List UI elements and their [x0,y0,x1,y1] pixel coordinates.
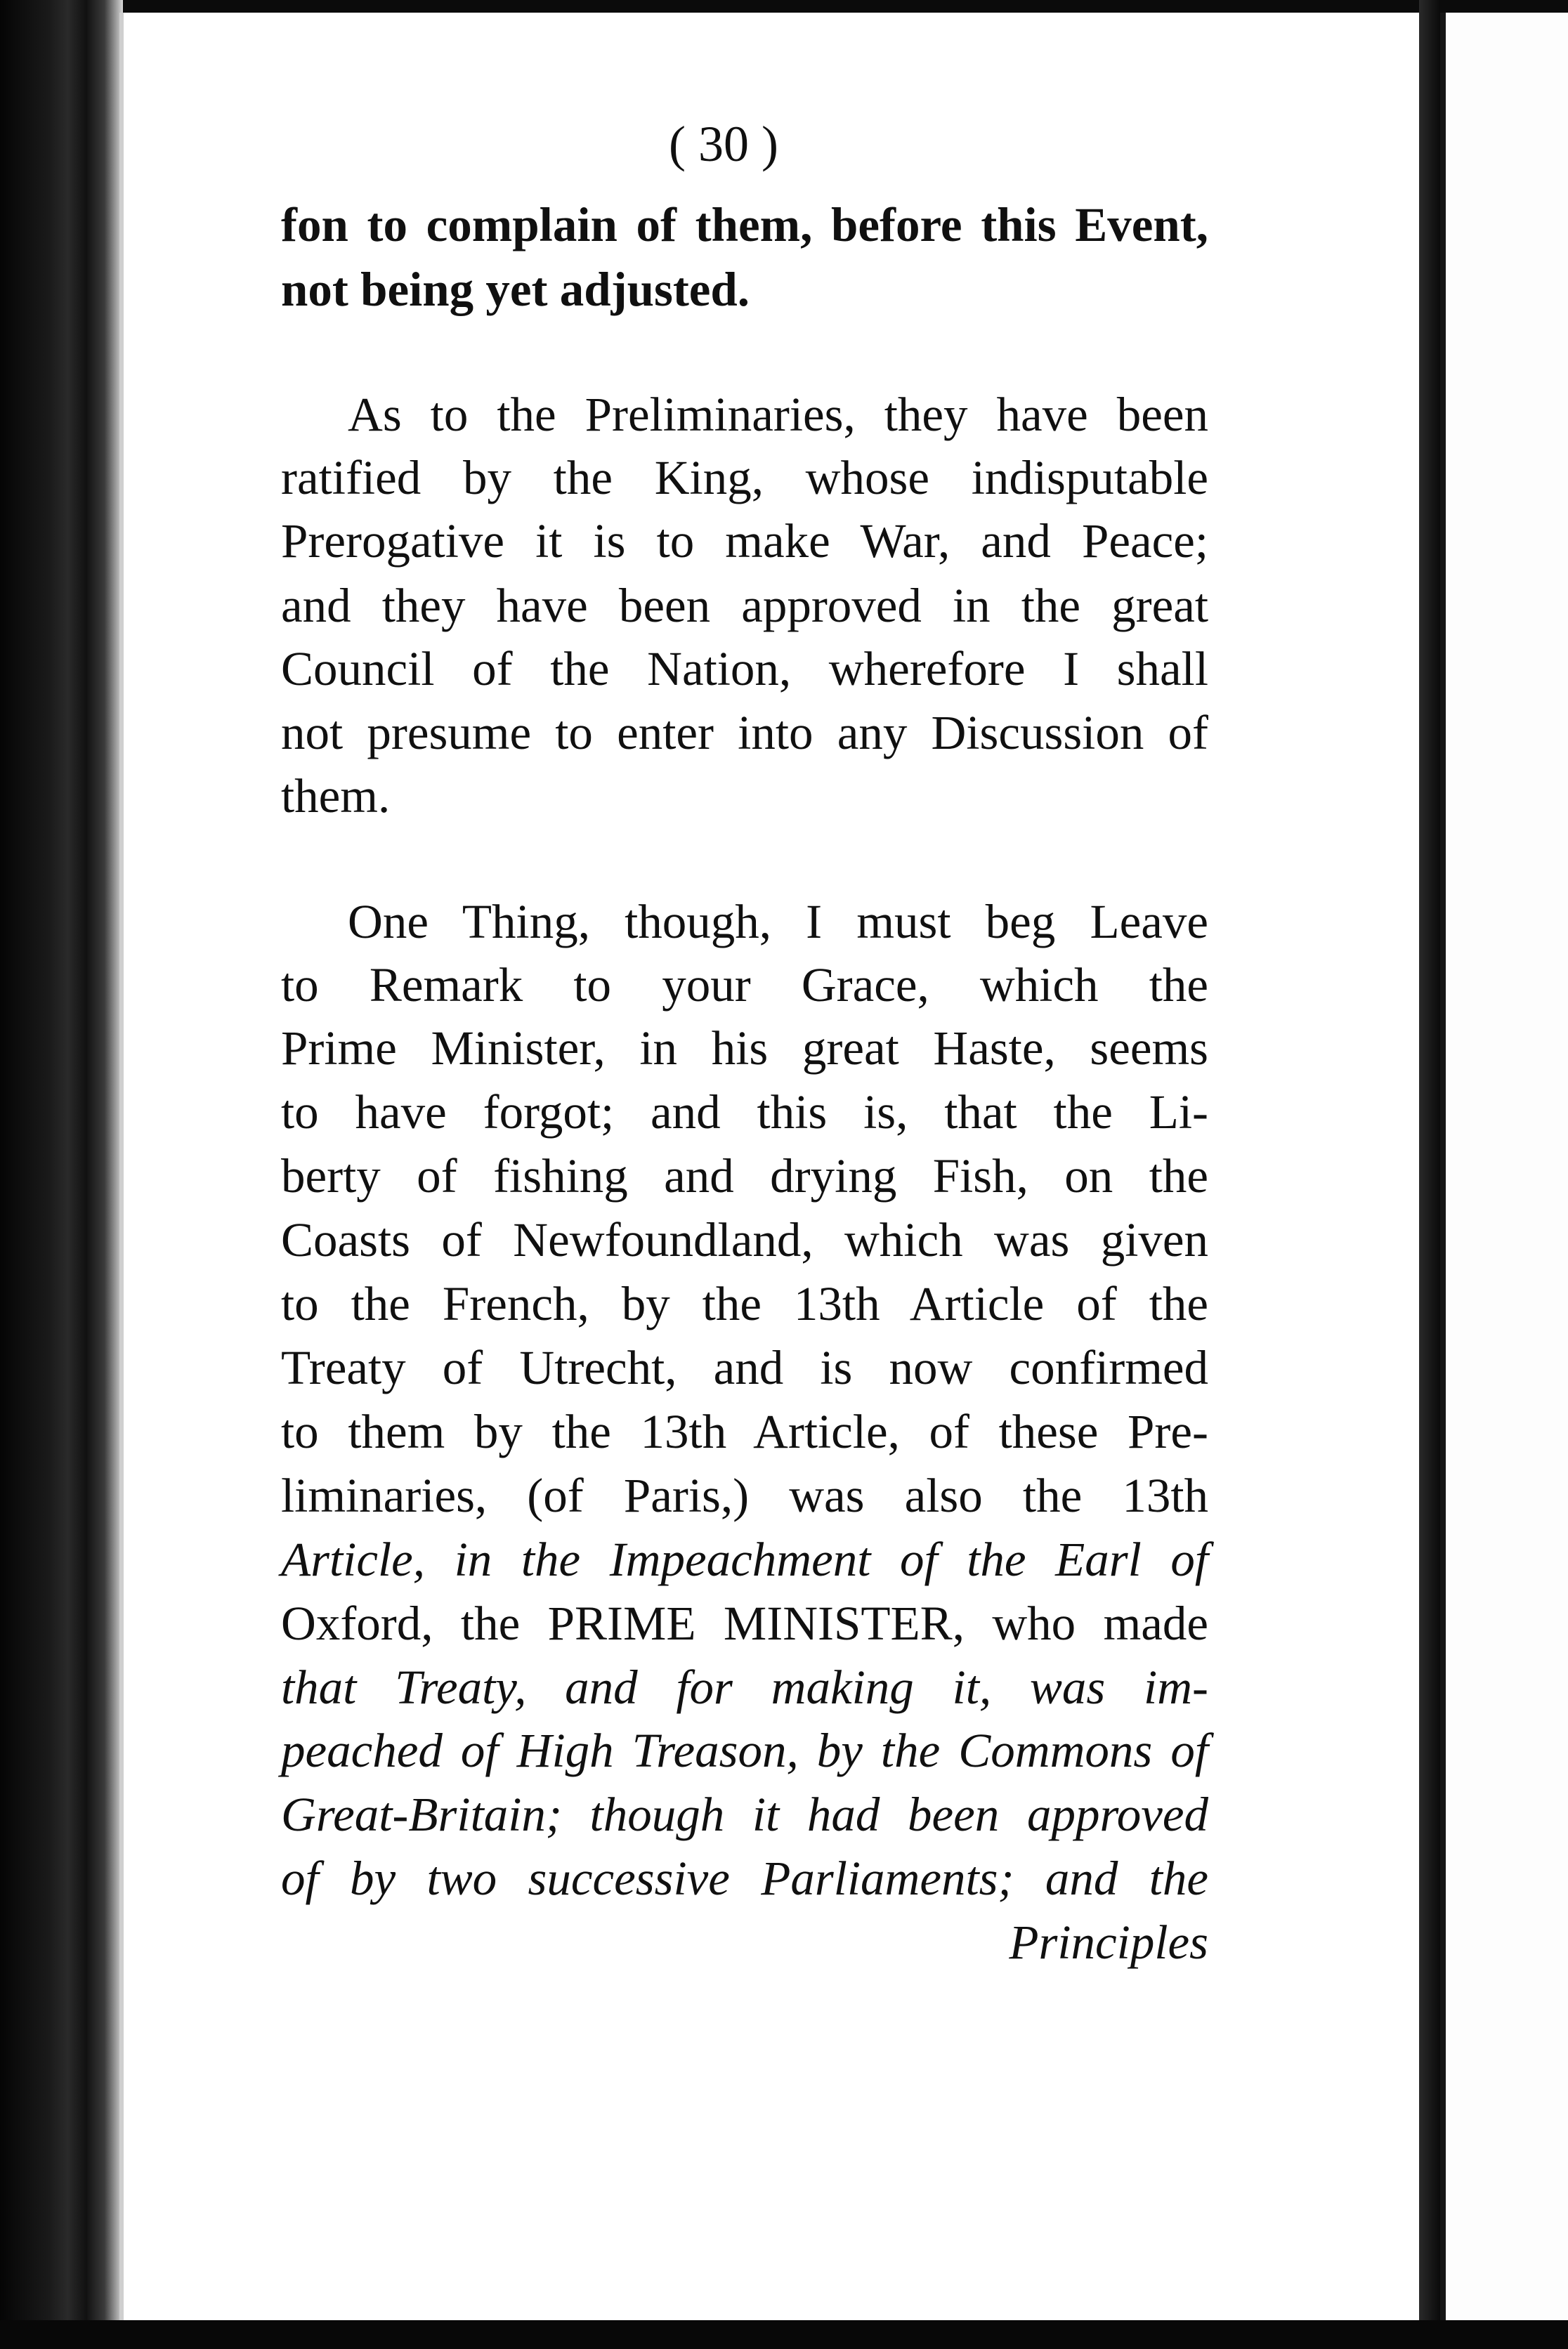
page-number: ( 30 ) [669,116,778,172]
text-line: not being yet adjusted. [281,263,750,316]
scan-border [0,2320,1568,2349]
text-line: them. [281,769,391,823]
text-line: Council of the Nation, wherefore I shall [281,642,1208,695]
text-line: Prime Minister, in his great Haste, seems [281,1021,1208,1075]
text-line: to Remark to your Grace, which the [281,958,1208,1012]
text-line: Prerogative it is to make War, and Peace; [281,514,1208,568]
text-line: Oxford, the PRIME MINISTER, who made [281,1597,1208,1650]
text-line: of by two successive Parliaments; and the [281,1852,1208,1905]
text-line: Coasts of Newfoundland, which was given [281,1213,1208,1267]
text-line: berty of fishing and drying Fish, on the [281,1149,1208,1203]
binding-edge [0,0,123,2349]
text-line: to have forgot; and this is, that the Li- [281,1085,1208,1139]
text-line: to the French, by the 13th Article of the [281,1277,1208,1330]
text-line: liminaries, (of Paris,) was also the 13th [281,1469,1208,1522]
text-line: not presume to enter into any Discussion of [281,706,1208,759]
text-line: Great-Britain; though it had been approved [281,1788,1208,1841]
text-line: One Thing, though, I must beg Leave [348,895,1208,948]
text-line: Treaty of Utrecht, and is now confirmed [281,1341,1208,1394]
gutter-shadow [1419,0,1440,2349]
catchword: Principles [1009,1916,1208,1969]
facing-page-edge [1440,13,1568,2320]
text-line: As to the Preliminaries, they have been [348,388,1208,441]
text-line: that Treaty, and for making it, was im- [281,1661,1208,1714]
text-line: and they have been approved in the great [281,579,1208,632]
text-line: Article, in the Impeachment of the Earl of [281,1533,1208,1586]
text-line: ratified by the King, whose indisputable [281,451,1208,504]
text-line: to them by the 13th Article, of these Pre- [281,1405,1208,1458]
text-line: fon to complain of them, before this Event, [281,198,1208,251]
text-line: peached of High Treason, by the Commons of [281,1724,1208,1777]
